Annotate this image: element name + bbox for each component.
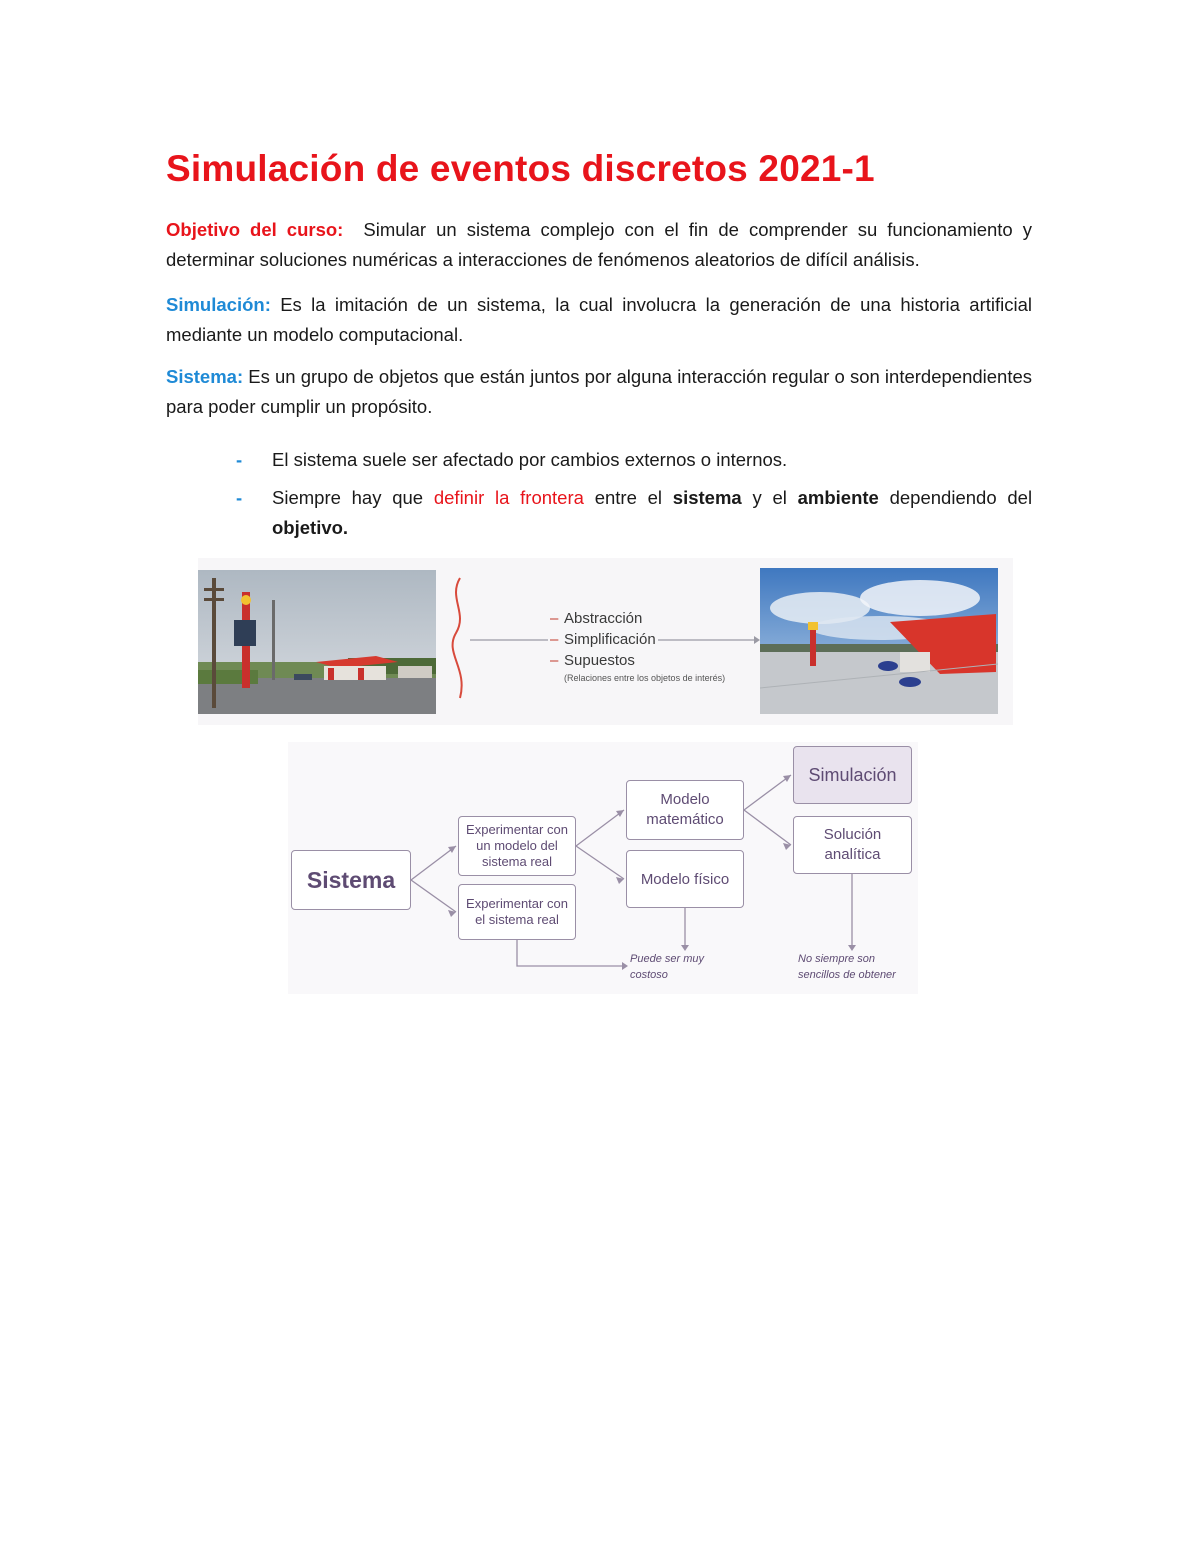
bullet-list xyxy=(236,445,1032,551)
list-item xyxy=(236,483,1032,543)
simulacion-label: Simulación: xyxy=(166,294,271,315)
bullet-marker: - xyxy=(236,449,243,470)
note-sencillos: No siempre son sencillos de obtener xyxy=(798,953,896,981)
objetivo-label: Objetivo del curso: xyxy=(166,219,344,240)
node-sistema: Sistema xyxy=(291,850,411,910)
sistema-paragraph xyxy=(166,362,1032,422)
relations-note: (Relaciones entre los objetos de interés) xyxy=(564,673,726,683)
note-costoso: Puede ser muy costoso xyxy=(630,953,704,981)
sistema-label: Sistema: xyxy=(166,366,244,387)
simulacion-paragraph xyxy=(166,290,1032,350)
bullet-text: El sistema suele ser afectado por cambios externos o internos. xyxy=(272,449,788,470)
node-solucion-analitica: Solución analítica xyxy=(793,816,912,874)
simulation-render xyxy=(760,568,998,714)
bullet-text-part: entre el xyxy=(594,487,663,508)
bullet-marker: - xyxy=(236,487,243,508)
list-item: – Simplificación xyxy=(550,631,656,648)
system-study-diagram xyxy=(288,742,918,994)
bold-ambiente: ambiente xyxy=(797,487,879,508)
objetivo-text: Simular un sistema complejo con el fin de comprender su funcionamiento y determinar soluciones numéricas a interacciones de fenómenos aleatorios de difícil análisis. xyxy=(166,219,1032,270)
highlight-frontera: definir la frontera xyxy=(433,487,584,508)
node-experimentar-real: Experimentar con el sistema real xyxy=(458,884,576,940)
bold-sistema: sistema xyxy=(672,487,742,508)
node-modelo-matematico: Modelo matemático xyxy=(626,780,744,840)
abstraction-list xyxy=(550,608,725,685)
bold-objetivo: objetivo. xyxy=(272,517,349,538)
list-item xyxy=(236,445,1032,475)
simulacion-text: Es la imitación de un sistema, la cual involucra la generación de una historia artificial mediante un modelo computacional. xyxy=(166,294,1032,345)
bullet-text-part: Siempre hay que xyxy=(272,487,424,508)
bullet-text-part: y el xyxy=(752,487,787,508)
objetivo-paragraph xyxy=(166,215,1032,275)
node-simulacion: Simulación xyxy=(793,746,912,804)
abstraction-figure xyxy=(198,558,1013,725)
bullet-text-part: dependiendo del xyxy=(889,487,1033,508)
page-title: Simulación de eventos discretos 2021-1 xyxy=(166,148,875,189)
list-item: – Abstracción xyxy=(550,610,643,627)
node-experimentar-modelo: Experimentar con un modelo del sistema real xyxy=(458,816,576,876)
node-modelo-fisico: Modelo físico xyxy=(626,850,744,908)
list-item: – Supuestos xyxy=(550,652,635,669)
sistema-text: Es un grupo de objetos que están juntos por alguna interacción regular o son interdependientes para poder cumplir un propósito. xyxy=(166,366,1033,417)
